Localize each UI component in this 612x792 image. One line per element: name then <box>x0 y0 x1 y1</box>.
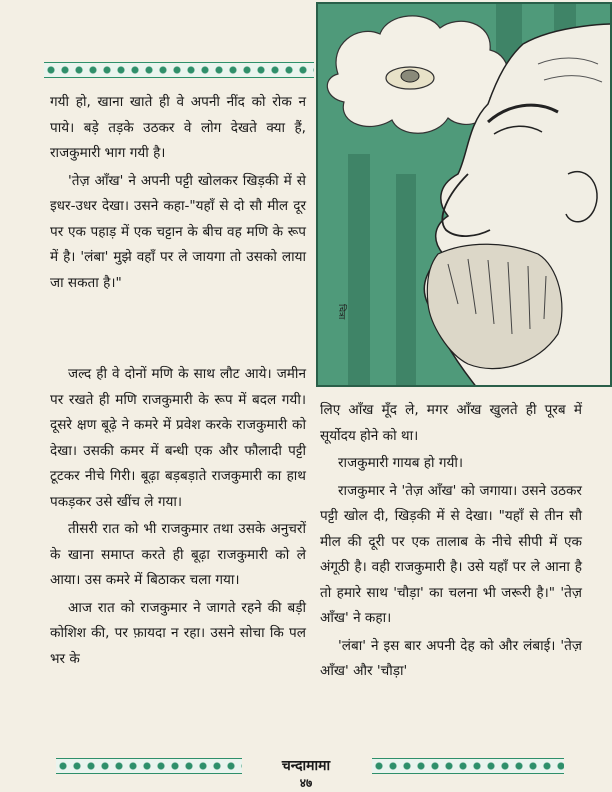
artist-signature: चित्रा <box>336 304 346 320</box>
paragraph: गयी हो, खाना खाते ही वे अपनी नींद को रोक न पाये। बड़े तड़के उठकर वे लोग देखते क्या हैं, राजकुमारी भाग गयी है। <box>50 94 306 161</box>
ring-in-shell <box>401 70 419 82</box>
paragraph: राजकुमारी गायब हो गयी। <box>338 455 464 471</box>
old-man-illustration <box>318 4 612 387</box>
right-column <box>320 398 582 687</box>
paragraph: 'लंबा' ने इस बार अपनी देह को और लंबाई। 'तेज़ आँख' और 'चौड़ा' <box>320 637 582 679</box>
paragraph: तीसरी रात को भी राजकुमार तथा उसके अनुचरों के खाना समाप्त करते ही बूढ़ा राजकुमारी को ले आया। उस कमरे में बिठाकर चला गया। <box>50 521 306 588</box>
bottom-right-border-decoration <box>372 758 564 774</box>
paragraph: राजकुमार ने 'तेज़ आँख' को जगाया। उसने उठकर पट्टी खोल दी, खिड़की में से देखा। "यहाँ से तीन सौ मील की दूरी पर एक तालाब के नीचे सीपी में एक अंगूठी है। वही राजकुमारी है। उसे यहाँ पर ले आना है तो हमारे साथ 'चौड़ा' का चलना भी जरूरी है।" 'तेज़ आँख' ने कहा। <box>320 482 582 626</box>
bottom-left-border-decoration <box>56 758 242 774</box>
paragraph: आज रात को राजकुमार ने जागते रहने की बड़ी कोशिश की, पर फ़ायदा न रहा। उसने सोचा कि पल भर के <box>50 599 306 667</box>
left-column-bottom <box>50 362 306 674</box>
magazine-name: चन्दामामा <box>281 758 331 774</box>
paragraph: 'तेज़ आँख' ने अपनी पट्टी खोलकर खिड़की में से इधर-उधर देखा। उसने कहा-"यहाँ से दो सौ मील दूर पर एक पहाड़ में एक चट्टान के बीच वह मणि के रूप में है। 'लंबा' मुझे वहाँ पर ले जायगा तो उसको लाया जा सकता है।" <box>50 172 306 291</box>
page-number: ४७ <box>299 776 313 790</box>
paragraph: जल्द ही वे दोनों मणि के साथ लौट आये। जमीन पर रखते ही मणि राजकुमारी के रूप में बदल गयी। दूसरे क्षण बूढ़े ने कमरे में प्रवेश करके राजकुमारी को देखा। उसकी कमर में बन्धी एक और फौलादी पट्टी टूटकर नीचे गिरी। बूढ़ा बड़बड़ाते राजकुमारी का हाथ पकड़कर उसे खींच ले गया। <box>50 366 306 510</box>
left-column-top <box>50 90 306 298</box>
paragraph: लिए आँख मूँद ले, मगर आँख खुलते ही पूरब में सूर्योदय होने को था। <box>320 402 582 444</box>
story-illustration <box>316 2 612 387</box>
top-border-decoration <box>44 62 314 78</box>
